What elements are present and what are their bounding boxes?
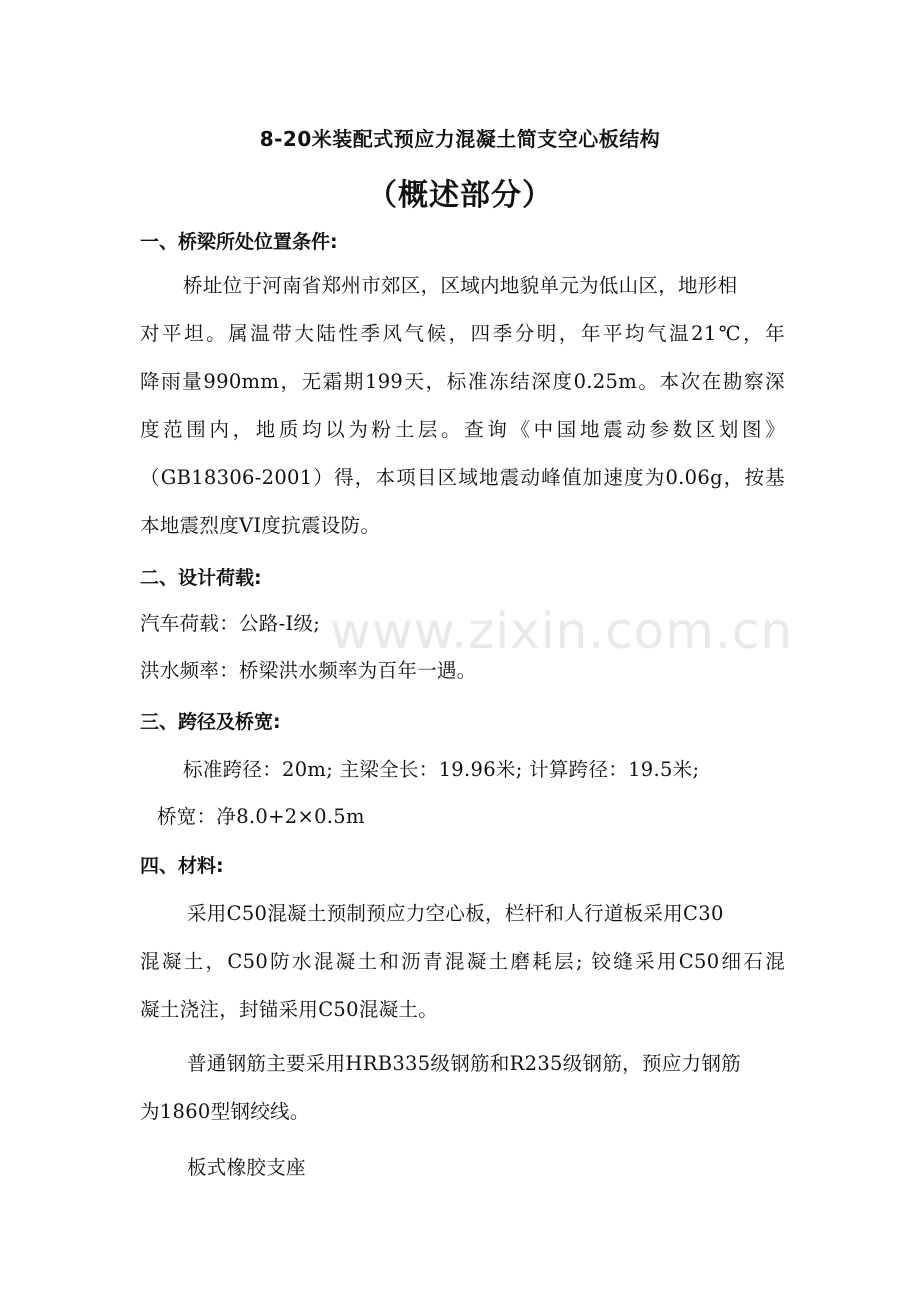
paragraph-line: 汽车荷载：公路-I级;	[140, 612, 321, 635]
section-heading-span-width: 三、跨径及桥宽:	[140, 711, 281, 733]
paragraph-line: 本地震烈度VI度抗震设防。	[140, 514, 381, 537]
paragraph-line: 降雨量990mm，无霜期199天，标准冻结深度0.25m。本次在勘察深	[140, 370, 785, 393]
section-heading-materials: 四、材料:	[140, 855, 224, 877]
paragraph-line: 凝土浇注，封锚采用C50混凝土。	[140, 998, 439, 1021]
paragraph-line: 混凝土，C50防水混凝土和沥青混凝土磨耗层; 铰缝采用C50细石混	[140, 950, 785, 973]
paragraph-line: 标准跨径：20m; 主梁全长：19.96米; 计算跨径：19.5米;	[183, 758, 700, 781]
paragraph-line: 为1860型钢绞线。	[140, 1100, 310, 1123]
paragraph-line: 桥宽：净8.0+2×0.5m	[157, 805, 365, 828]
paragraph-line: 桥址位于河南省郑州市郊区，区域内地貌单元为低山区，地形相	[183, 274, 738, 297]
paragraph-line: 度范围内，地质均以为粉土层。查询《中国地震动参数区划图》	[140, 418, 785, 441]
paragraph-line: 采用C50混凝土预制预应力空心板，栏杆和人行道板采用C30	[187, 902, 724, 925]
paragraph-line: 普通钢筋主要采用HRB335级钢筋和R235级钢筋，预应力钢筋	[187, 1052, 741, 1075]
section-heading-design-load: 二、设计荷载:	[140, 567, 262, 589]
paragraph-line: （GB18306-2001）得，本项目区域地震动峰值加速度为0.06g，按基	[140, 466, 785, 489]
section-heading-location: 一、桥梁所处位置条件:	[140, 231, 338, 253]
paragraph-line: 板式橡胶支座	[187, 1156, 306, 1179]
watermark: www.zixin.com.cn	[330, 602, 794, 660]
paragraph-line: 对平坦。属温带大陆性季风气候，四季分明，年平均气温21℃，年	[140, 322, 785, 345]
document-subtitle: （概述部分）	[367, 178, 553, 213]
paragraph-line: 洪水频率：桥梁洪水频率为百年一遇。	[140, 659, 477, 682]
document-title: 8-20米装配式预应力混凝土简支空心板结构	[259, 127, 661, 151]
